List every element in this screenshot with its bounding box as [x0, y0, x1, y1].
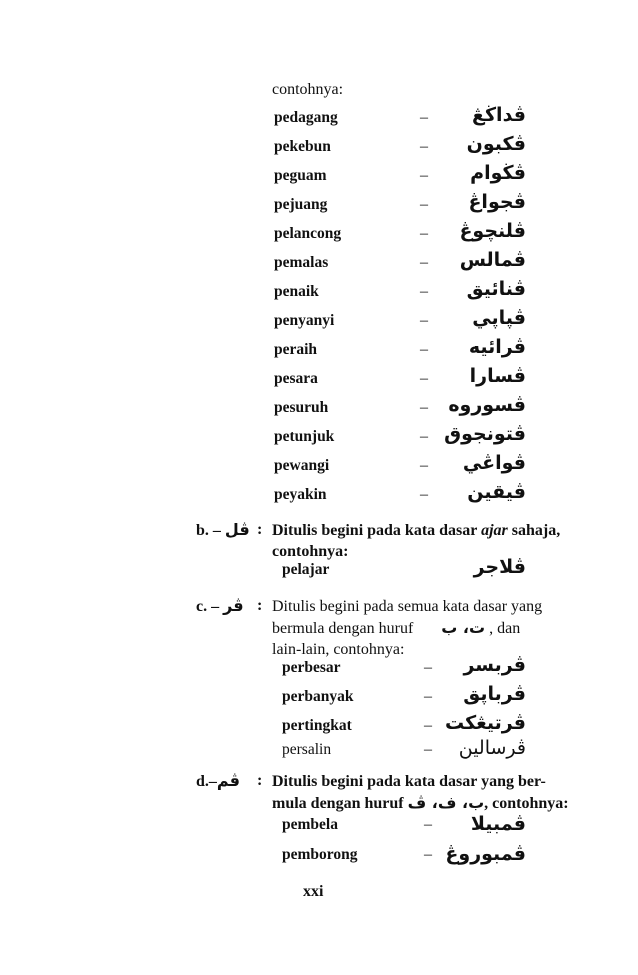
list-item-dash: – [420, 428, 428, 445]
section-d-example-dash: – [424, 816, 432, 833]
list-item-word: petunjuk [274, 428, 335, 445]
section-c-colon: : [257, 597, 263, 614]
section-d-line-2-post: , contohnya: [484, 795, 569, 812]
section-c-example-jawi: ڤرسالين [458, 737, 526, 759]
section-c-example-dash: – [424, 688, 432, 705]
section-d-description [272, 771, 569, 814]
section-b-colon: : [257, 521, 263, 538]
section-c-example-dash: – [424, 659, 432, 676]
section-c-line-2-pre: bermula dengan huruf [272, 620, 414, 637]
list-item-jawi: ڤيقين [467, 481, 526, 503]
list-item-dash: – [420, 138, 428, 155]
list-item-jawi: ڤڬوام [470, 162, 526, 184]
list-item-word: peguam [274, 167, 327, 184]
section-d-label [196, 771, 240, 792]
section-b-example-jawi: ڤلاجر [473, 556, 526, 578]
list-item-jawi: ڤجواڠ [468, 191, 526, 213]
section-c-example-jawi: ڤرباڽق [463, 683, 526, 705]
section-b-label [196, 520, 250, 541]
section-d-colon: : [257, 772, 263, 789]
list-item-word: pejuang [274, 196, 328, 213]
section-c-line-1: Ditulis begini pada semua kata dasar yang [272, 598, 543, 615]
list-item-word: penaik [274, 283, 319, 300]
list-item-dash: – [420, 167, 428, 184]
list-item-jawi: ڤواڠي [462, 452, 526, 474]
section-c-prefix-jawi: ڤر [223, 596, 244, 615]
section-b-line-1-pre: Ditulis begini pada kata dasar [272, 522, 478, 539]
list-item-jawi: ڤرائيه [468, 336, 526, 358]
list-item-word: peraih [274, 341, 318, 358]
list-item-word: pelancong [274, 225, 342, 242]
list-item-dash: – [420, 457, 428, 474]
list-item-dash: – [420, 225, 428, 242]
section-d-example-word: pembela [282, 816, 338, 833]
list-item-word: pekebun [274, 138, 331, 155]
section-d-example-jawi: ڤمبوروڠ [445, 843, 526, 865]
list-item-jawi: ڤكبون [466, 133, 526, 155]
section-b-letter: b. – [196, 522, 221, 539]
section-d-letters-jawi: ب، ف، ڤ [407, 793, 485, 812]
list-item-word: pesuruh [274, 399, 329, 416]
list-item-word: penyanyi [274, 312, 335, 329]
section-c-example-word: persalin [282, 741, 332, 758]
list-item-jawi: ڤسوروه [448, 394, 526, 416]
list-item-jawi: ڤمالس [459, 249, 526, 271]
section-c-example-jawi: ڤرتيڠكت [444, 712, 526, 734]
list-item-word: pesara [274, 370, 318, 387]
list-item-word: pemalas [274, 254, 329, 271]
section-c-example-word: pertingkat [282, 717, 352, 734]
section-d-example-dash: – [424, 846, 432, 863]
list-item-dash: – [420, 254, 428, 271]
section-d-example-word: pemborong [282, 846, 358, 863]
section-d-line-2-pre: mula dengan huruf [272, 795, 404, 812]
section-b-line-1 [272, 520, 560, 541]
list-item-jawi: ڤنائيق [466, 278, 526, 300]
list-item-dash: – [420, 399, 428, 416]
list-item-dash: – [420, 312, 428, 329]
list-item-jawi: ڤلنچوڠ [459, 220, 526, 242]
section-c-letters-jawi: ت، ب [441, 618, 486, 637]
list-item-word: peyakin [274, 486, 327, 503]
section-c-line-2 [272, 617, 542, 639]
section-c-example-word: perbesar [282, 659, 341, 676]
section-d-line-1: Ditulis begini pada kata dasar yang ber- [272, 773, 546, 790]
section-b-prefix-jawi: ڤل [224, 520, 250, 539]
section-c-description [272, 596, 542, 660]
list-item-jawi: ڤداڬڠ [472, 104, 526, 126]
section-c-letter: c. – [196, 598, 220, 615]
list-item-dash: – [420, 486, 428, 503]
section-b-example-word: pelajar [282, 561, 330, 578]
section-b-line-1-post: sahaja, [511, 522, 561, 539]
section-c-example-dash: – [424, 741, 432, 758]
section-b-line-2: contohnya: [272, 543, 349, 560]
list-item-dash: – [420, 109, 428, 126]
list-item-dash: – [420, 341, 428, 358]
list-item-dash: – [420, 283, 428, 300]
section-c-line-2-post: , dan [489, 620, 521, 637]
section-d-letter: d.– [196, 773, 217, 790]
section-c-example-dash: – [424, 717, 432, 734]
list-item-dash: – [420, 196, 428, 213]
section-c-label [196, 596, 244, 617]
list-item-jawi: ڤتونجوق [444, 423, 526, 445]
list-item-jawi: ڤسارا [469, 365, 526, 387]
intro-text: contohnya: [272, 81, 344, 98]
section-c-example-jawi: ڤربسر [463, 654, 526, 676]
section-d-prefix-jawi: ڤم [216, 771, 240, 790]
section-d-example-jawi: ڤمبيلا [470, 813, 526, 835]
section-c-line-3: lain-lain, contohnya: [272, 641, 405, 658]
section-b-italic-word: ajar [481, 522, 508, 539]
list-item-jawi: ڤڽاڽي [472, 307, 526, 329]
list-item-word: pedagang [274, 109, 338, 126]
page-number: xxi [303, 883, 324, 900]
section-d-line-2 [272, 792, 569, 814]
list-item-word: pewangi [274, 457, 330, 474]
list-item-dash: – [420, 370, 428, 387]
section-c-example-word: perbanyak [282, 688, 354, 705]
